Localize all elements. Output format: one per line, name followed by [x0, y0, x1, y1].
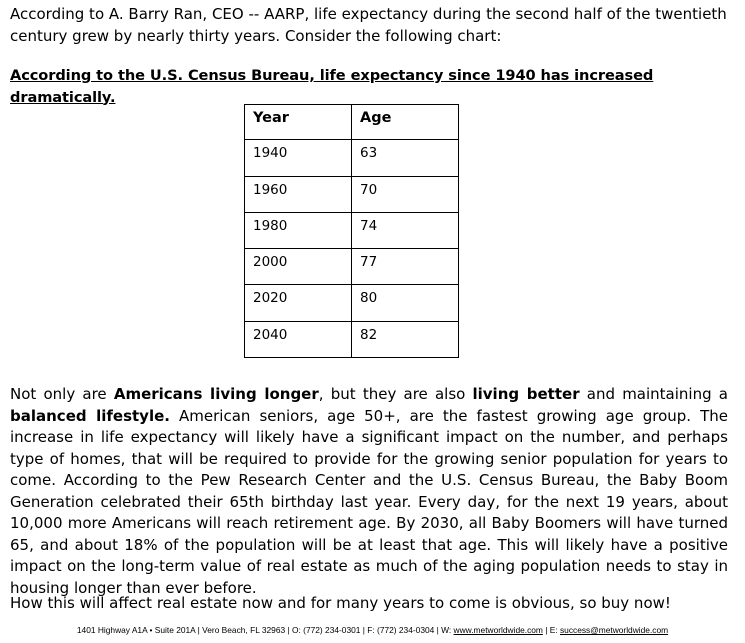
table-row — [245, 176, 459, 212]
table-row — [245, 249, 459, 285]
table-row — [245, 285, 459, 321]
email-link[interactable]: success@metworldwide.com — [559, 625, 669, 635]
year-cell: 2000 — [245, 249, 352, 285]
body-text: Not only are — [10, 385, 114, 403]
emphasis-balanced-lifestyle: balanced lifestyle. — [10, 406, 170, 425]
column-header-year: Year — [245, 105, 352, 140]
year-cell: 2040 — [245, 321, 352, 357]
table-header-row — [245, 105, 459, 140]
column-header-age: Age — [352, 105, 459, 140]
footer-separator: | E: — [542, 625, 560, 635]
footer — [0, 625, 745, 635]
age-cell: 63 — [352, 140, 459, 176]
emphasis-americans-living-longer: Americans living longer — [113, 385, 319, 403]
table-row — [245, 212, 459, 248]
body-text: , but they are also — [318, 385, 473, 403]
emphasis-living-better: living better — [472, 385, 580, 403]
year-cell: 2020 — [245, 285, 352, 321]
age-cell: 77 — [352, 249, 459, 285]
table-row — [245, 321, 459, 357]
year-cell: 1980 — [245, 212, 352, 248]
year-cell: 1960 — [245, 176, 352, 212]
body-text: American seniors, age 50+, are the fastest growing age group. The increase in life expectancy will likely have a significant impact on the number, and perhaps type of homes, that will be required to provide for the growing senior population for years to come. According to the Pew Research Center and the U.S. Census Bureau, the Baby Boom Generation celebrated their 65th birthday last year. Every day, for the next 19 years, about 10,000 more Americans will reach retirement age. By 2030, all Baby Boomers will have turned 65, and about 18% of the population will be at least that age. This will likely have a positive impact on the long-term value of real estate as much of the aging population needs to stay in housing longer than ever before. — [10, 406, 729, 597]
table-row — [245, 140, 459, 176]
life-expectancy-table — [244, 104, 459, 358]
age-cell: 82 — [352, 321, 459, 357]
body-paragraph — [10, 384, 728, 599]
footer-address: 1401 Highway A1A • Suite 201A | Vero Beach, FL 32963 | O: (772) 234-0301 | F: (772) 234-0304 | W: — [76, 625, 454, 635]
year-cell: 1940 — [245, 140, 352, 176]
body-text: and maintaining a — [579, 385, 728, 403]
age-cell: 70 — [352, 176, 459, 212]
section-heading: According to the U.S. Census Bureau, life expectancy since 1940 has increased dramatically. — [10, 67, 654, 106]
age-cell: 80 — [352, 285, 459, 321]
intro-paragraph: According to A. Barry Ran, CEO -- AARP, life expectancy during the second half of the twentieth century grew by nearly thirty years. Consider the following chart: — [10, 5, 727, 45]
closing-paragraph: How this will affect real estate now and for many years to come is obvious, so buy now! — [10, 594, 671, 612]
age-cell: 74 — [352, 212, 459, 248]
website-link[interactable]: www.metworldwide.com — [453, 625, 543, 635]
